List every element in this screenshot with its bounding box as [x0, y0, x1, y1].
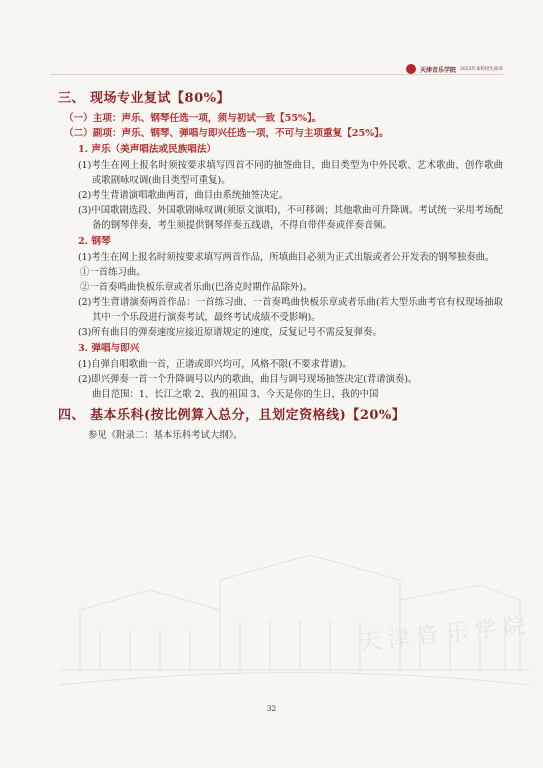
piano-heading: 2. 钢琴 [78, 236, 111, 247]
section-4-heading: 四、 基本乐科(按比例算入总分，且划定资格线)【20%】 [58, 408, 406, 423]
piano-paragraph-3: (3)所有曲目的弹奏速度应接近原谱规定的速度，反复记号不需反复弹奏。 [78, 327, 382, 338]
sing-play-heading: 3. 弹唱与即兴 [78, 343, 140, 354]
document-body [58, 90, 503, 443]
section-3-main-item: （一）主项：声乐、钢琴任选一项，须与初试一致【55%】。 [64, 113, 322, 124]
section-3-sub-item: （二）副项：声乐、钢琴、弹唱与即兴任选一项，不可与主项重复【25%】。 [64, 128, 389, 139]
sing-play-paragraph-1: (1)自弹自唱歌曲一首，正谱或即兴均可，风格不限(不要求背谱)。 [78, 359, 352, 370]
campus-building-watermark [60, 500, 530, 700]
header-subtitle: 2023年本科招生简章 [460, 67, 503, 72]
section-3-heading: 三、 现场专业复试【80%】 [58, 91, 230, 106]
piano-paragraph-1: (1)考生在网上报名时须按要求填写两首作品，所填曲目必须为正式出版或者公开发表的钢琴独奏曲。 [78, 252, 495, 263]
svg-text:天 津 音 乐 学 院: 天 津 音 乐 学 院 [358, 613, 527, 656]
school-name: 天津音乐学院 [420, 66, 457, 74]
piano-requirement-2: ②一首奏鸣曲快板乐章或者乐曲(巴洛克时期作品除外)。 [80, 282, 313, 293]
vocal-paragraph-1: (1)考生在网上报名时须按要求填写四首不同的抽签曲目，曲目类型为中外民歌、艺术歌曲、创作歌曲或歌剧咏叹调(曲目类型可重复)。 [78, 160, 503, 186]
sing-play-paragraph-2: (2)即兴弹奏一首一个升降调号以内的歌曲，曲目与调号现场抽签决定(背谱演奏)。 [78, 374, 418, 385]
vocal-heading: 1. 声乐（美声唱法或民族唱法） [78, 144, 217, 155]
piano-requirement-1: ①一首练习曲。 [80, 267, 146, 278]
school-logo-icon [406, 64, 416, 74]
section-4-reference: 参见《附录二：基本乐科考试大纲》。 [88, 430, 243, 441]
header-divider [50, 74, 503, 75]
vocal-paragraph-2: (2)考生背谱演唱歌曲两首，曲目由系统抽签决定。 [78, 190, 289, 201]
piano-paragraph-2: (2)考生背谱演奏两首作品：一首练习曲、一首奏鸣曲快板乐章或者乐曲(若大型乐曲考官有权现场抽取其中一个乐段进行演奏考试，最终考试成绩不受影响)。 [78, 297, 503, 323]
song-list: 曲目范围：1、长江之歌 2、我的祖国 3、今天是你的生日，我的中国 [92, 389, 379, 400]
vocal-paragraph-3: (3)中国歌剧选段、外国歌剧咏叹调(须原文演唱)，不可移调；其他歌曲可升降调。考试统一采用考场配备的钢琴伴奏，考生须提供钢琴伴奏五线谱，不得自带伴奏或伴奏音频。 [78, 205, 503, 231]
page-header [406, 64, 503, 74]
page-number: 32 [266, 704, 277, 713]
